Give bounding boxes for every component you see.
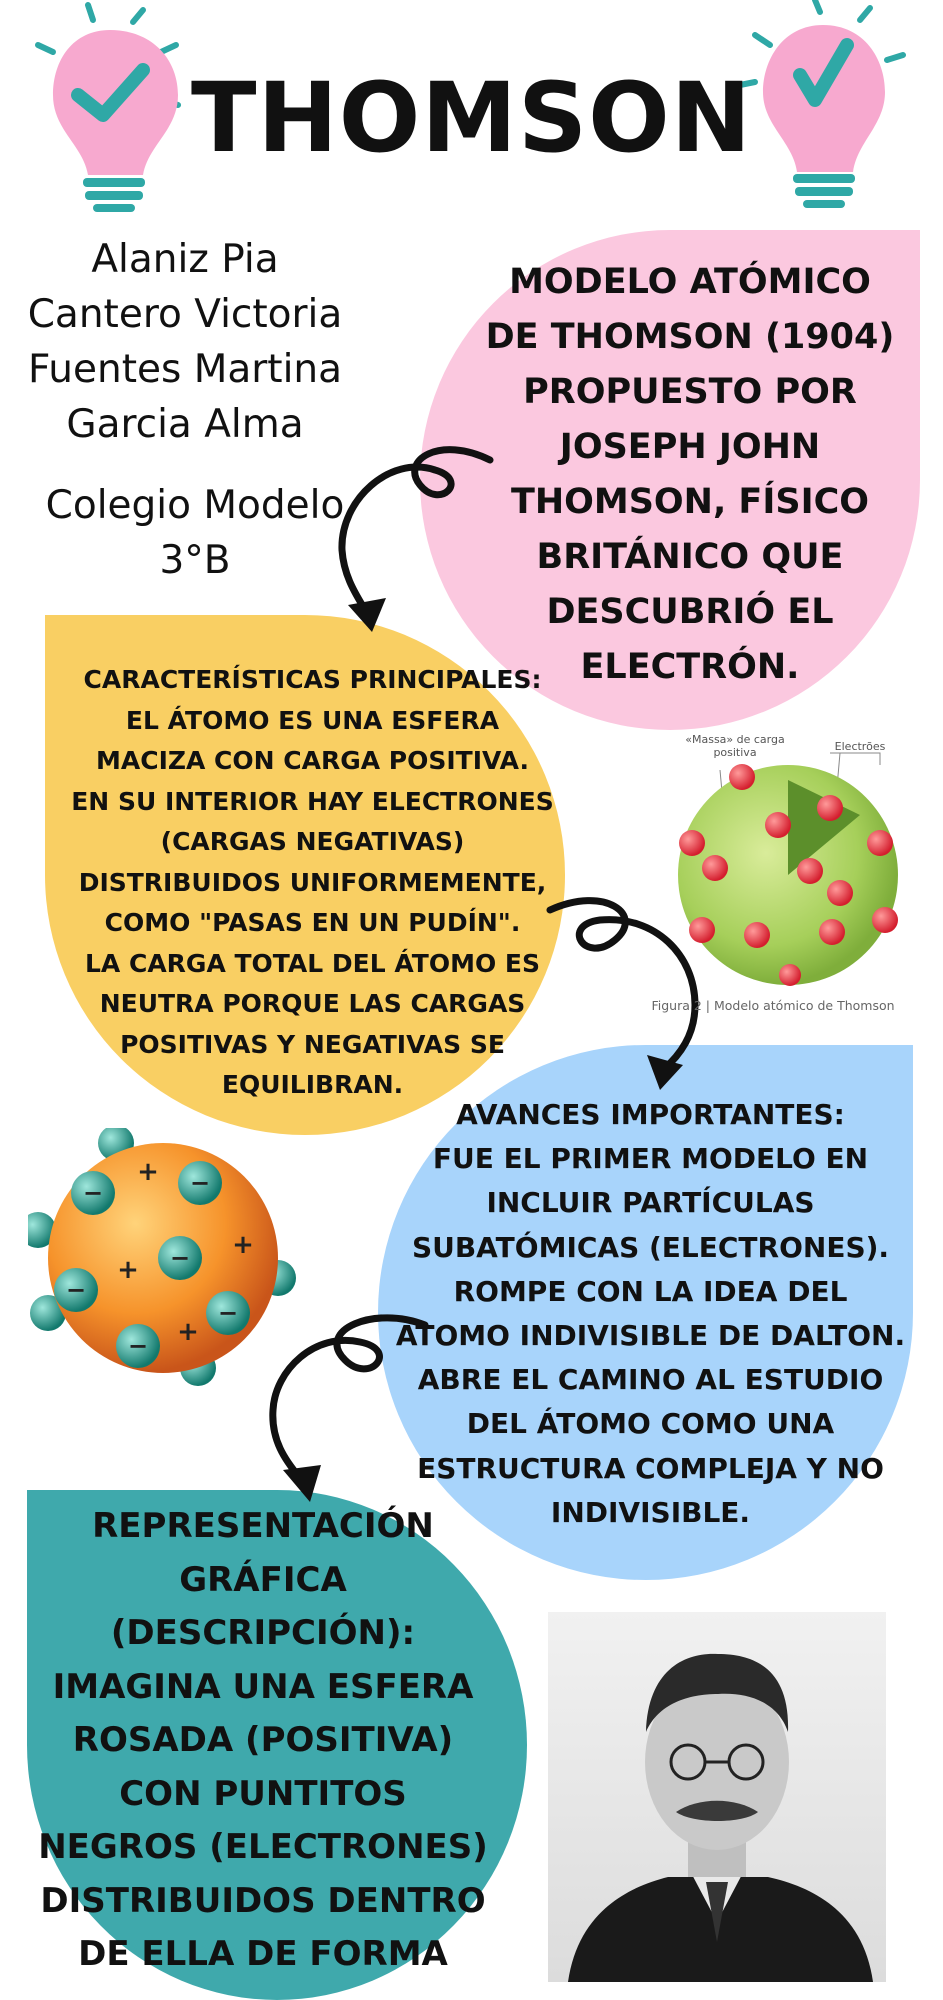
electron-sign: − — [217, 1299, 239, 1327]
curly-arrow-icon — [320, 440, 500, 640]
figure-label-line: «Massa» de carga — [685, 733, 785, 746]
text-line: INDIVISIBLE. — [550, 1495, 751, 1529]
text-line: DE THOMSON (1904) — [485, 317, 895, 357]
text-line: EL ÁTOMO ES UNA ESFERA — [125, 705, 500, 735]
school-name: Colegio Modelo — [45, 483, 345, 528]
proton-sign: + — [137, 1157, 159, 1187]
author-name: Garcia Alma — [66, 402, 304, 447]
figure-label-line: positiva — [713, 746, 757, 759]
intro-text — [470, 255, 910, 695]
school-course: 3°B — [159, 538, 231, 583]
text-line: POSITIVAS Y NEGATIVAS SE — [120, 1029, 505, 1059]
text-line: LA CARGA TOTAL DEL ÁTOMO ES — [85, 948, 540, 978]
text-line: IMAGINA UNA ESFERA — [52, 1666, 474, 1707]
text-line: GRÁFICA — [179, 1559, 347, 1600]
text-line: DISTRIBUIDOS DENTRO — [40, 1880, 486, 1921]
electron-sign: − — [189, 1169, 211, 1197]
electron-sign: − — [65, 1276, 87, 1304]
text-line: CON PUNTITOS — [119, 1773, 407, 1814]
text-line: PROPUESTO POR — [523, 372, 857, 412]
proton-sign: + — [177, 1317, 199, 1347]
text-line: FUE EL PRIMER MODELO EN — [432, 1142, 869, 1176]
text-line: JOSEPH JOHN — [559, 427, 821, 467]
text-line: DISTRIBUIDOS UNIFORMEMENTE, — [78, 867, 547, 897]
school-info — [20, 478, 370, 588]
text-line: THOMSON, FÍSICO — [510, 482, 870, 522]
text-line: EQUILIBRAN. — [221, 1070, 404, 1099]
text-line: DESCUBRIÓ EL — [546, 592, 834, 632]
author-name: Alaniz Pia — [91, 237, 279, 282]
page-title: THOMSON — [190, 62, 753, 174]
electron-sign: − — [127, 1332, 149, 1360]
text-line: NEUTRA PORQUE LAS CARGAS — [99, 989, 526, 1018]
proton-sign: + — [117, 1255, 139, 1285]
text-line: SUBATÓMICAS (ELECTRONES). — [411, 1230, 890, 1264]
author-name: Fuentes Martina — [27, 347, 343, 392]
text-line: BRITÁNICO QUE — [536, 537, 844, 577]
text-line: INCLUIR PARTÍCULAS — [486, 1186, 815, 1220]
figure-caption: Figura 2 | Modelo atómico de Thomson — [651, 998, 895, 1013]
atom-illustration — [28, 1128, 298, 1388]
text-line: CARACTERÍSTICAS PRINCIPALES: — [83, 665, 542, 694]
characteristics-text — [40, 660, 585, 1106]
text-line: MODELO ATÓMICO — [509, 262, 871, 302]
text-line: ÁTOMO INDIVISIBLE DE DALTON. — [395, 1319, 906, 1353]
authors-list — [10, 232, 360, 452]
text-line: DE ELLA DE FORMA — [78, 1934, 448, 1974]
text-line: ELECTRÓN. — [580, 647, 800, 687]
advances-text — [378, 1093, 923, 1535]
text-line: ROMPE CON LA IDEA DEL — [453, 1274, 848, 1308]
text-line: EN SU INTERIOR HAY ELECTRONES — [71, 786, 554, 816]
text-line: (CARGAS NEGATIVAS) — [160, 827, 465, 856]
representation-text — [28, 1500, 498, 1982]
text-line: ABRE EL CAMINO AL ESTUDIO — [417, 1363, 884, 1397]
portrait-photo — [548, 1612, 886, 1982]
text-line: COMO "PASAS EN UN PUDÍN". — [104, 908, 521, 937]
figure-label-electrons: Electrões — [834, 740, 886, 753]
electron-sign: − — [82, 1179, 104, 1207]
proton-sign: + — [232, 1230, 254, 1260]
text-line: NEGROS (ELECTRONES) — [38, 1827, 488, 1867]
text-line: ROSADA (POSITIVA) — [72, 1720, 454, 1760]
electron-sign: − — [169, 1244, 191, 1272]
text-line: MACIZA CON CARGA POSITIVA. — [96, 746, 529, 775]
text-line: ESTRUCTURA COMPLEJA Y NO — [417, 1451, 884, 1485]
text-line: (DESCRIPCIÓN): — [110, 1613, 416, 1653]
text-line: AVANCES IMPORTANTES: — [456, 1098, 845, 1131]
text-line: DEL ÁTOMO COMO UNA — [466, 1407, 835, 1441]
thomson-model-figure — [640, 725, 930, 1025]
author-name: Cantero Victoria — [27, 292, 343, 337]
text-line: REPRESENTACIÓN — [92, 1506, 434, 1546]
